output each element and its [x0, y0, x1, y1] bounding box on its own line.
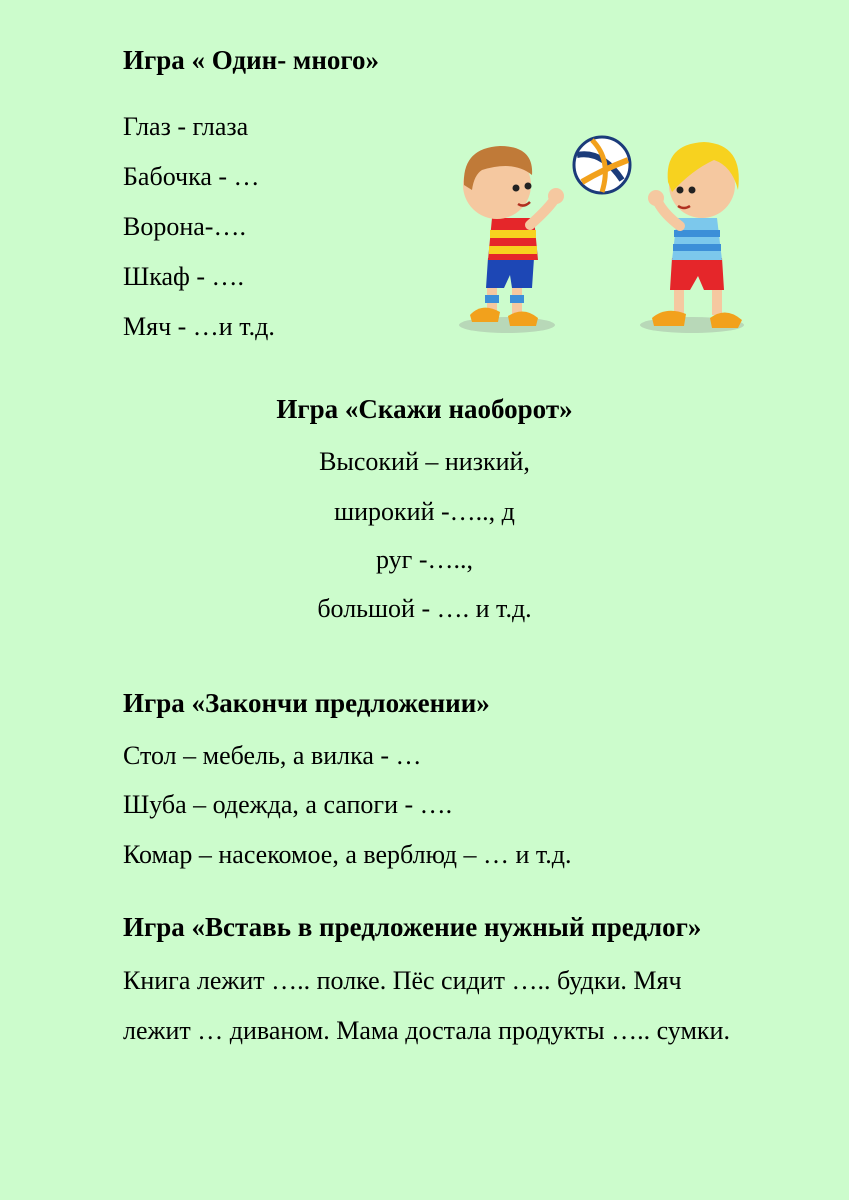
section-3-line: Шуба – одежда, а сапоги - ….: [123, 790, 453, 819]
section-1-line: Шкаф - ….: [123, 262, 245, 291]
volleyball-icon: [574, 137, 630, 193]
section-2-title: Игра «Скажи наоборот»: [276, 394, 573, 424]
section-1-line: Бабочка - …: [123, 162, 260, 191]
section-2-line: руг -…..,: [376, 545, 473, 574]
kids-playing-volleyball-icon: [452, 130, 762, 340]
section-4-title: Игра «Вставь в предложение нужный предлог»: [123, 912, 702, 942]
section-1-title: Игра « Один- много»: [123, 45, 379, 75]
section-3-line: Стол – мебель, а вилка - …: [123, 741, 422, 770]
section-3-title: Игра «Закончи предложении»: [123, 688, 490, 718]
section-2-line: большой - …. и т.д.: [317, 594, 532, 623]
kid-left-icon: [463, 146, 564, 326]
section-4-line: лежит … диваном. Мама достала продукты ….. сумки.: [123, 1016, 730, 1045]
section-1-line: Мяч - …и т.д.: [123, 312, 275, 341]
kid-right-icon: [648, 142, 742, 328]
section-2-line: Высокий – низкий,: [319, 447, 530, 476]
section-1-line: Глаз - глаза: [123, 112, 249, 141]
section-2-line: широкий -….., д: [334, 497, 515, 526]
section-4-line: Книга лежит ….. полке. Пёс сидит ….. будки. Мяч: [123, 966, 682, 995]
section-3-line: Комар – насекомое, а верблюд – … и т.д.: [123, 840, 572, 869]
section-1-line: Ворона-….: [123, 212, 246, 241]
